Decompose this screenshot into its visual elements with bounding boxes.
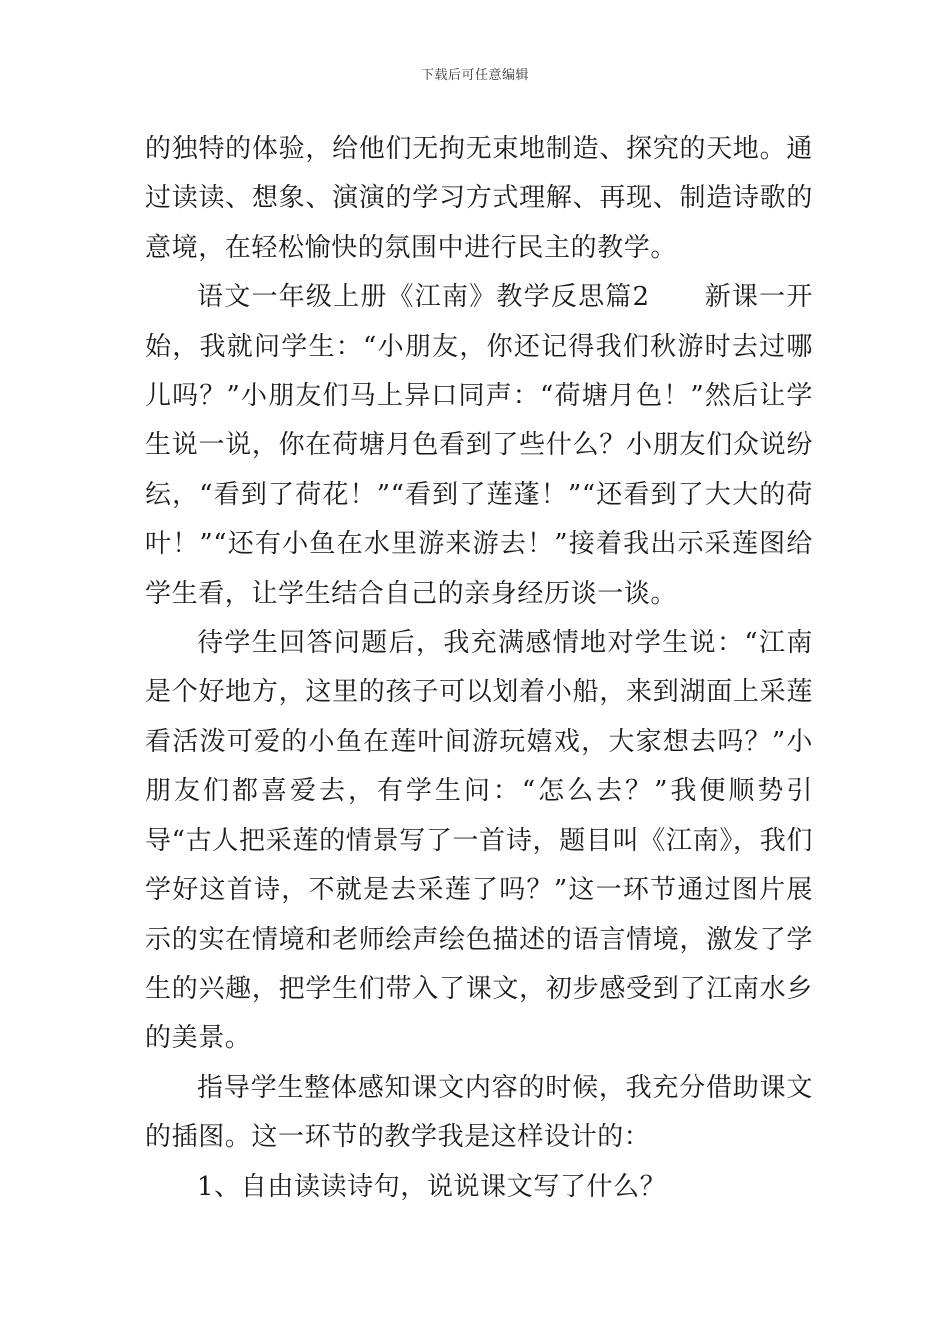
paragraph: 1、自由读读诗句，说说课文写了什么？ bbox=[197, 1171, 667, 1202]
paragraph: 语文一年级上册《江南》教学反思篇2 新课一开始，我就问学生：“小朋友，你还记得我们秋游时去过哪儿吗？”小朋友们马上异口同声：“荷塘月色！”然后让学生说一说，你在荷塘月色看到了些什么？小朋友们众说纷纭，“看到了荷花！”“看到了莲蓬！”“还看到了大大的荷叶！”“还有小鱼在水里游来游去！”接着我出示采莲图给学生看，让学生结合自己的亲身经历谈一谈。 bbox=[145, 282, 813, 609]
paragraph: 的独特的体验，给他们无拘无束地制造、探究的天地。通过读读、想象、演演的学习方式理解、再现、制造诗歌的意境，在轻松愉快的氛围中进行民主的教学。 bbox=[145, 134, 813, 263]
paragraph: 待学生回答问题后，我充满感情地对学生说：“江南是个好地方，这里的孩子可以划着小船，来到湖面上采莲看活泼可爱的小鱼在莲叶间游玩嬉戏，大家想去吗？”小朋友们都喜爱去，有学生问：“怎么去？”我便顺势引导“古人把采莲的情景写了一首诗，题目叫《江南》，我们学好这首诗，不就是去采莲了吗？”这一环节通过图片展示的实在情境和老师绘声绘色描述的语言情境，激发了学生的兴趣，把学生们带入了课文，初步感受到了江南水乡的美景。 bbox=[145, 628, 813, 1054]
header-note: 下载后可任意编辑 bbox=[420, 68, 529, 83]
document-body bbox=[145, 125, 813, 1212]
paragraph: 指导学生整体感知课文内容的时候，我充分借助课文的插图。这一环节的教学我是这样设计的： bbox=[145, 1072, 813, 1153]
